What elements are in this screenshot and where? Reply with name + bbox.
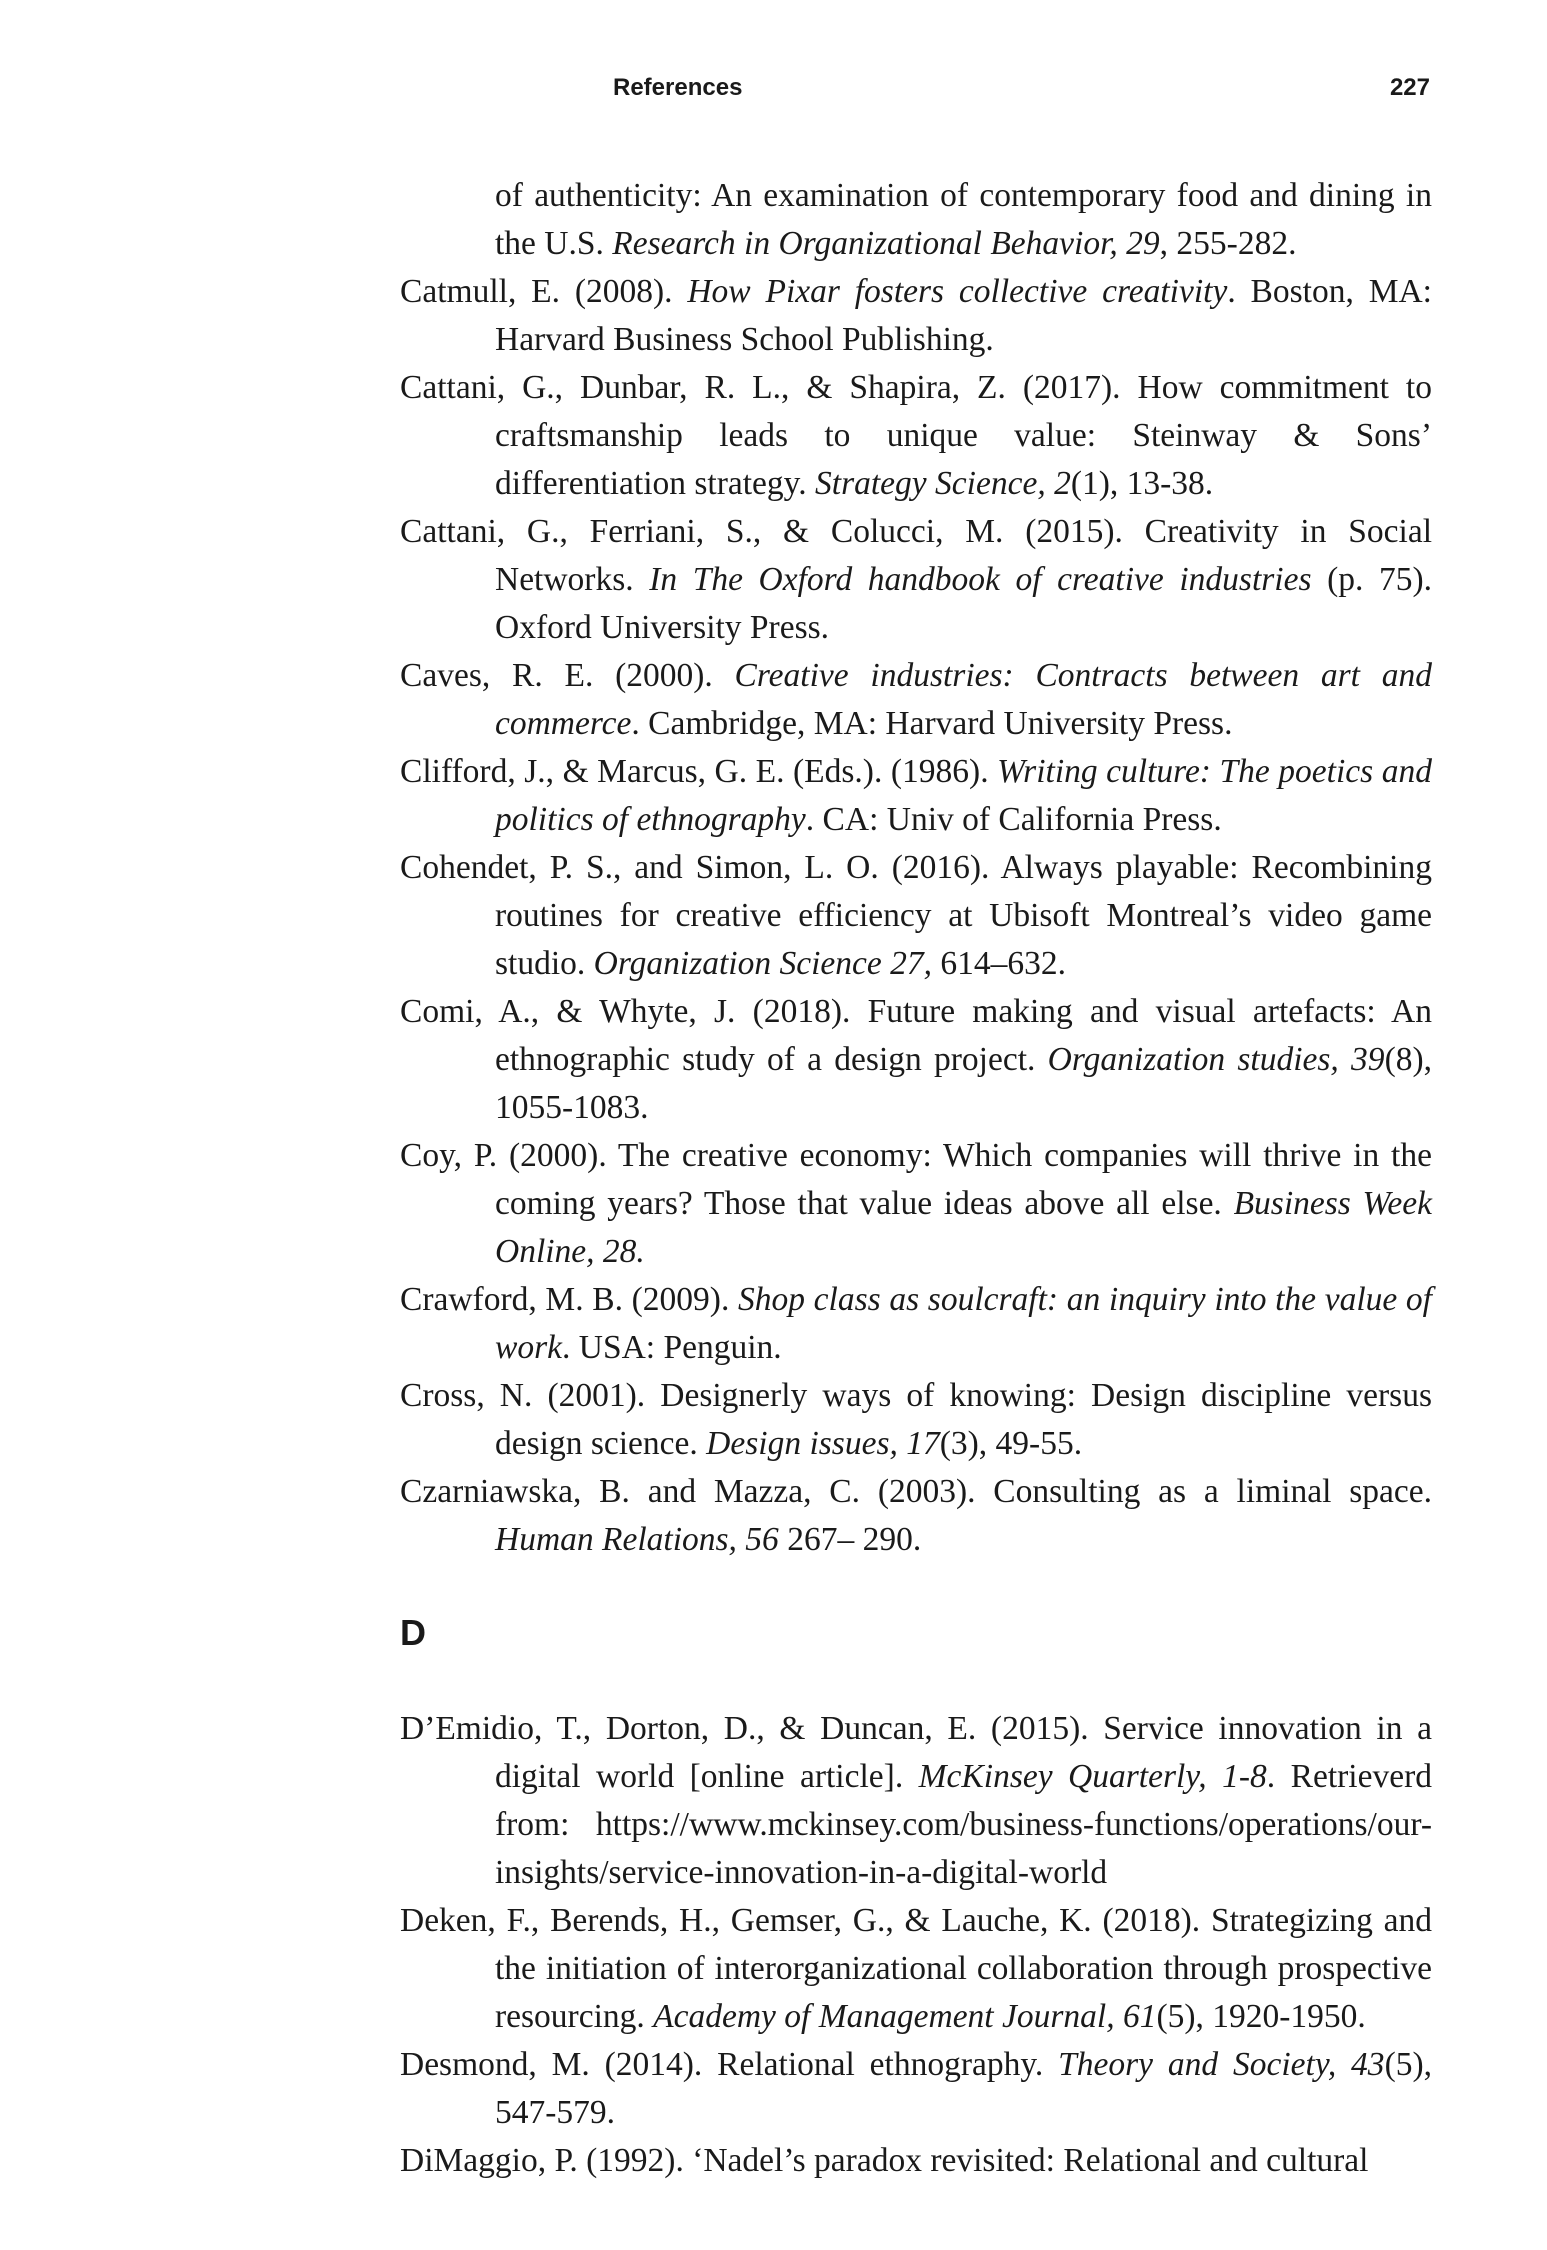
ref-text: Catmull, E. (2008). <box>400 273 688 310</box>
ref-source-italic: In The Oxford handbook of creative industries <box>649 561 1312 598</box>
reference-entry <box>400 1372 1432 1468</box>
ref-text: Coy, P. (2000). The creative economy: Which companies will thrive in the coming years? Those that value ideas above all else. <box>400 1137 1432 1222</box>
ref-text: , 255-282. <box>1159 225 1297 262</box>
ref-text: Caves, R. E. (2000). <box>400 657 735 694</box>
ref-source-italic: Organization Science 27, <box>593 945 933 982</box>
running-head <box>400 68 1430 108</box>
reference-entry <box>400 844 1432 988</box>
ref-source-italic: McKinsey Quarterly, 1-8 <box>918 1758 1267 1795</box>
reference-entry <box>400 508 1432 652</box>
ref-text: . Retrieverd from: https://www.mckinsey.com/business-functions/operations/our-insights/service-innovation-in-a-digital-world <box>495 1758 1432 1891</box>
ref-source-italic: Design issues, 17 <box>706 1425 940 1462</box>
ref-source-italic: Writing culture: The poetics and politics of ethnography <box>495 753 1432 838</box>
ref-text: (3), 49-55. <box>939 1425 1083 1462</box>
section-heading-letter: D <box>400 1612 426 1653</box>
reference-entry <box>400 1468 1432 1564</box>
ref-text: Desmond, M. (2014). Relational ethnography. <box>400 2046 1059 2083</box>
ref-text: (5), 547-579. <box>495 2046 1432 2131</box>
ref-source-italic: Human Relations, 56 <box>495 1521 779 1558</box>
ref-source-italic: Creative industries: Contracts between art and commerce <box>495 657 1432 742</box>
reference-entry-continuation <box>400 172 1432 268</box>
ref-source-italic: Strategy Science, 2 <box>815 465 1071 502</box>
reference-list-d <box>400 1705 1432 2185</box>
ref-text: (1), 13-38. <box>1070 465 1214 502</box>
reference-entry <box>400 2041 1432 2137</box>
reference-entry <box>400 364 1432 508</box>
ref-source-italic: Research in Organizational Behavior, 29 <box>612 225 1160 262</box>
ref-text: Clifford, J., & Marcus, G. E. (Eds.). (1986). <box>400 753 998 790</box>
reference-entry <box>400 268 1432 364</box>
reference-entry <box>400 1132 1432 1276</box>
ref-source-italic: Organization studies, 39 <box>1047 1041 1385 1078</box>
reference-entry <box>400 748 1432 844</box>
ref-text: (8), 1055-1083. <box>495 1041 1432 1126</box>
ref-text: . CA: Univ of California Press. <box>805 801 1222 838</box>
ref-text: Cattani, G., Dunbar, R. L., & Shapira, Z. (2017). How commitment to craftsmanship leads to unique value: Steinway & Sons’ differentiation strategy. <box>400 369 1432 502</box>
reference-entry <box>400 2137 1432 2185</box>
ref-text: Cattani, G., Ferriani, S., & Colucci, M. (2015). Creativity in Social Networks. <box>400 513 1432 598</box>
ref-source-italic: Theory and Society, 43 <box>1058 2046 1385 2083</box>
ref-source-italic: Academy of Management Journal, 61 <box>653 1998 1157 2035</box>
ref-text: Cohendet, P. S., and Simon, L. O. (2016). Always playable: Recombining routines for creative efficiency at Ubisoft Montreal’s video game studio. <box>400 849 1432 982</box>
ref-source-italic: How Pixar fosters collective creativity <box>687 273 1228 310</box>
reference-entry <box>400 1897 1432 2041</box>
ref-text: Cross, N. (2001). Designerly ways of knowing: Design discipline versus design science. <box>400 1377 1432 1462</box>
page-number: 227 <box>1389 74 1430 101</box>
ref-text: DiMaggio, P. (1992). ‘Nadel’s paradox revisited: Relational and cultural <box>400 2142 1369 2179</box>
reference-entry <box>400 1705 1432 1897</box>
reference-entry <box>400 652 1432 748</box>
ref-text: (p. 75). Oxford University Press. <box>495 561 1432 646</box>
section-title: References <box>613 74 743 101</box>
ref-text: . Boston, MA: Harvard Business School Publishing. <box>495 273 1432 358</box>
reference-entry <box>400 1276 1432 1372</box>
reference-list-c <box>400 172 1432 1564</box>
ref-text: Comi, A., & Whyte, J. (2018). Future making and visual artefacts: An ethnographic study of a design project. <box>400 993 1432 1078</box>
ref-text: Czarniawska, B. and Mazza, C. (2003). Consulting as a liminal space. <box>400 1473 1432 1510</box>
ref-text: of authenticity: An examination of contemporary food and dining in the U.S. <box>495 177 1432 262</box>
ref-text: . USA: Penguin. <box>562 1329 782 1366</box>
ref-text: . Cambridge, MA: Harvard University Press. <box>631 705 1233 742</box>
ref-text: D’Emidio, T., Dorton, D., & Duncan, E. (2015). Service innovation in a digital world [online article]. <box>400 1710 1432 1795</box>
ref-text: 614–632. <box>932 945 1067 982</box>
ref-text: Deken, F., Berends, H., Gemser, G., & Lauche, K. (2018). Strategizing and the initiation of interorganizational collaboration through prospective resourcing. <box>400 1902 1432 2035</box>
ref-text: Crawford, M. B. (2009). <box>400 1281 738 1318</box>
ref-source-italic: Shop class as soulcraft: an inquiry into the value of work <box>495 1281 1432 1366</box>
ref-source-italic: Business Week Online, 28. <box>495 1185 1432 1270</box>
ref-text: 267– 290. <box>778 1521 922 1558</box>
ref-text: (5), 1920-1950. <box>1156 1998 1366 2035</box>
reference-entry <box>400 988 1432 1132</box>
